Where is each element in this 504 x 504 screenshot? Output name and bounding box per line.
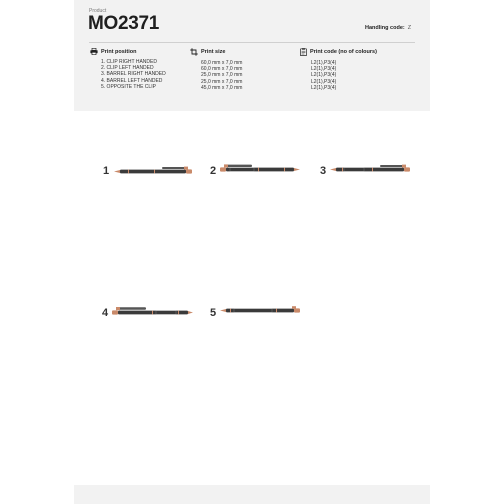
- list-item: 3. BARREL RIGHT HANDED: [101, 71, 166, 78]
- footer-panel: [74, 485, 430, 504]
- pen-image-5: [220, 304, 302, 316]
- list-item: 2. CLIP LEFT HANDED: [101, 65, 154, 72]
- list-item: 60,0 mm x 7,0 mm: [201, 66, 243, 73]
- product-sheet: [74, 0, 430, 504]
- position-number-5: 5: [210, 307, 217, 319]
- pen-image-2: [220, 163, 302, 175]
- position-number-3: 3: [320, 165, 327, 177]
- header-panel: [74, 0, 430, 111]
- print-size-column: [190, 48, 242, 91]
- list-item: 1. CLIP RIGHT HANDED: [101, 59, 157, 65]
- print-position-column: [90, 48, 166, 90]
- handling-code-label: Handling code:: [365, 25, 405, 31]
- crop-icon: [190, 48, 198, 56]
- print-position-title: Print position: [101, 48, 137, 55]
- list-item: L2(1),P3(4): [311, 84, 337, 91]
- print-code-title: Print code (no of colours): [310, 49, 377, 55]
- position-number-1: 1: [103, 165, 110, 177]
- position-number-2: 2: [210, 165, 217, 177]
- print-size-header: [190, 48, 242, 56]
- pen-image-3: [330, 163, 412, 175]
- list-item: 45,0 mm x 7,0 mm: [201, 84, 243, 91]
- print-size-list: [201, 60, 242, 91]
- list-item: L2(1),P3(4): [311, 66, 337, 73]
- print-size-title: Print size: [201, 49, 226, 55]
- clipboard-icon: [300, 48, 307, 56]
- handling-code: [365, 25, 411, 31]
- product-code: MO2371: [88, 13, 160, 34]
- pen-icon: [220, 163, 302, 175]
- handling-code-value: Z: [407, 25, 412, 31]
- print-code-header: [300, 48, 377, 56]
- list-item: 25,0 mm x 7,0 mm: [201, 72, 243, 79]
- list-item: L2(1),P3(4): [311, 72, 337, 79]
- print-position-header: [90, 48, 166, 55]
- product-label: Product: [89, 8, 107, 14]
- list-item: 5. OPPOSITE THE CLIP: [101, 83, 156, 90]
- print-position-list: [101, 59, 166, 90]
- printer-icon: [90, 48, 98, 55]
- list-item: 4. BARREL LEFT HANDED: [101, 77, 163, 84]
- header-divider: [89, 42, 415, 43]
- list-item: L2(1),P3(4): [311, 78, 337, 85]
- pen-icon: [114, 165, 194, 177]
- list-item: 25,0 mm x 7,0 mm: [201, 78, 243, 85]
- list-item: 60,0 mm x 7,0 mm: [201, 60, 243, 66]
- position-number-4: 4: [102, 307, 109, 319]
- print-code-column: [300, 48, 377, 91]
- pen-image-4: [112, 305, 194, 319]
- print-code-list: [311, 60, 377, 91]
- list-item: L2(1),P3(4): [311, 60, 337, 66]
- pen-image-1: [114, 165, 194, 177]
- pen-icon: [330, 163, 412, 175]
- pen-icon: [112, 305, 194, 319]
- pen-icon: [220, 304, 302, 316]
